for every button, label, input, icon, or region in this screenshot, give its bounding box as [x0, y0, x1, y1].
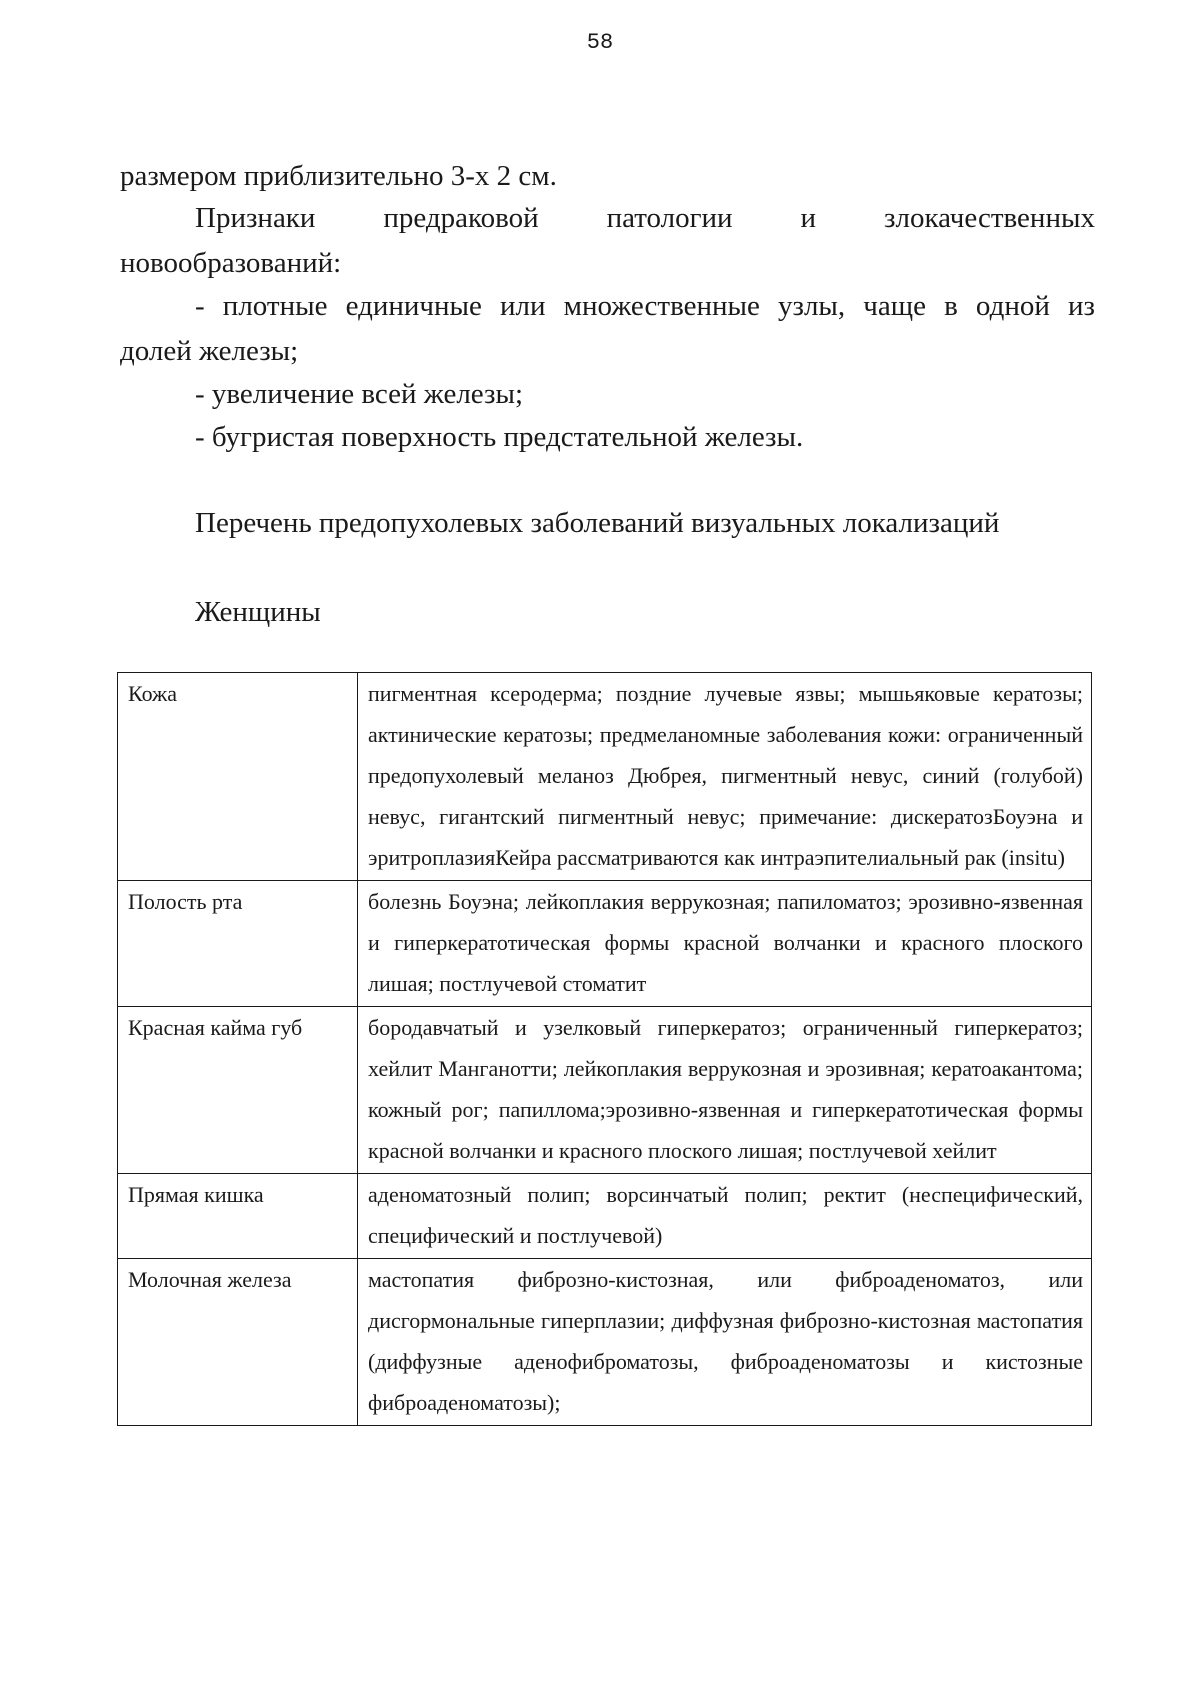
section-subheading: Женщины	[195, 596, 321, 628]
table-row	[118, 1174, 1092, 1259]
word: злокачественных	[884, 202, 1095, 234]
bullet-bumpy-surface: - бугристая поверхность предстательной железы.	[195, 421, 804, 453]
table-row	[118, 673, 1092, 881]
organ-cell: Красная кайма губ	[118, 1007, 358, 1174]
word: из	[1068, 290, 1095, 322]
description-cell: аденоматозный полип; ворсинчатый полип; ректит (неспецифический, специфический и постлучевой)	[358, 1174, 1092, 1259]
bullet-dense-nodes-continuation: долей железы;	[120, 335, 299, 367]
word: предраковой	[383, 202, 539, 234]
bullet-dense-nodes	[195, 288, 1095, 324]
word: -	[195, 290, 205, 322]
bullet-enlargement: - увеличение всей железы;	[195, 378, 524, 410]
word: в	[944, 290, 958, 322]
organ-cell: Прямая кишка	[118, 1174, 358, 1259]
word: плотные	[222, 290, 328, 322]
description-cell: пигментная ксеродерма; поздние лучевые язвы; мышьяковые кератозы; актинические кератозы; предмеланомные заболевания кожи: ограниченный предопухолевый меланоз Дюбрея, пигментный невус, синий (голубой) невус, гигантский пигментный невус; примечание: дискератозБоуэна и эритроплазияКейра рассматриваются как интраэпителиальный рак (insitu)	[358, 673, 1092, 881]
text-line-size: размером приблизительно 3-х 2 см.	[120, 160, 557, 192]
word: единичные	[345, 290, 482, 322]
word: чаще	[863, 290, 926, 322]
precancer-table	[117, 672, 1092, 1426]
table-row	[118, 1259, 1092, 1426]
word: или	[499, 290, 546, 322]
section-heading: Перечень предопухолевых заболеваний визуальных локализаций	[195, 507, 1000, 539]
signs-heading-line	[195, 200, 1095, 236]
organ-cell: Молочная железа	[118, 1259, 358, 1426]
description-cell: мастопатия фиброзно-кистозная, или фиброаденоматоз, или дисгормональные гиперплазии; диффузная фиброзно-кистозная мастопатия (диффузные аденофиброматозы, фиброаденоматозы и кистозные фиброаденоматозы);	[358, 1259, 1092, 1426]
organ-cell: Кожа	[118, 673, 358, 881]
table-row	[118, 881, 1092, 1007]
table-row	[118, 1007, 1092, 1174]
page-number: 58	[586, 30, 614, 55]
word: патологии	[606, 202, 733, 234]
word: Признаки	[195, 202, 316, 234]
description-cell: болезнь Боуэна; лейкоплакия веррукозная; папиломатоз; эрозивно-язвенная и гиперкератотическая формы красной волчанки и красного плоского лишая; постлучевой стоматит	[358, 881, 1092, 1007]
text-line-neoplasms: новообразований:	[120, 247, 342, 279]
word: и	[800, 202, 817, 234]
word: узлы,	[777, 290, 846, 322]
word: множественные	[563, 290, 760, 322]
description-cell: бородавчатый и узелковый гиперкератоз; ограниченный гиперкератоз; хейлит Манганотти; лейкоплакия веррукозная и эрозивная; кератоакантома; кожный рог; папиллома;эрозивно-язвенная и гиперкератотическая формы красной волчанки и красного плоского лишая; постлучевой хейлит	[358, 1007, 1092, 1174]
word: одной	[975, 290, 1050, 322]
organ-cell: Полость рта	[118, 881, 358, 1007]
